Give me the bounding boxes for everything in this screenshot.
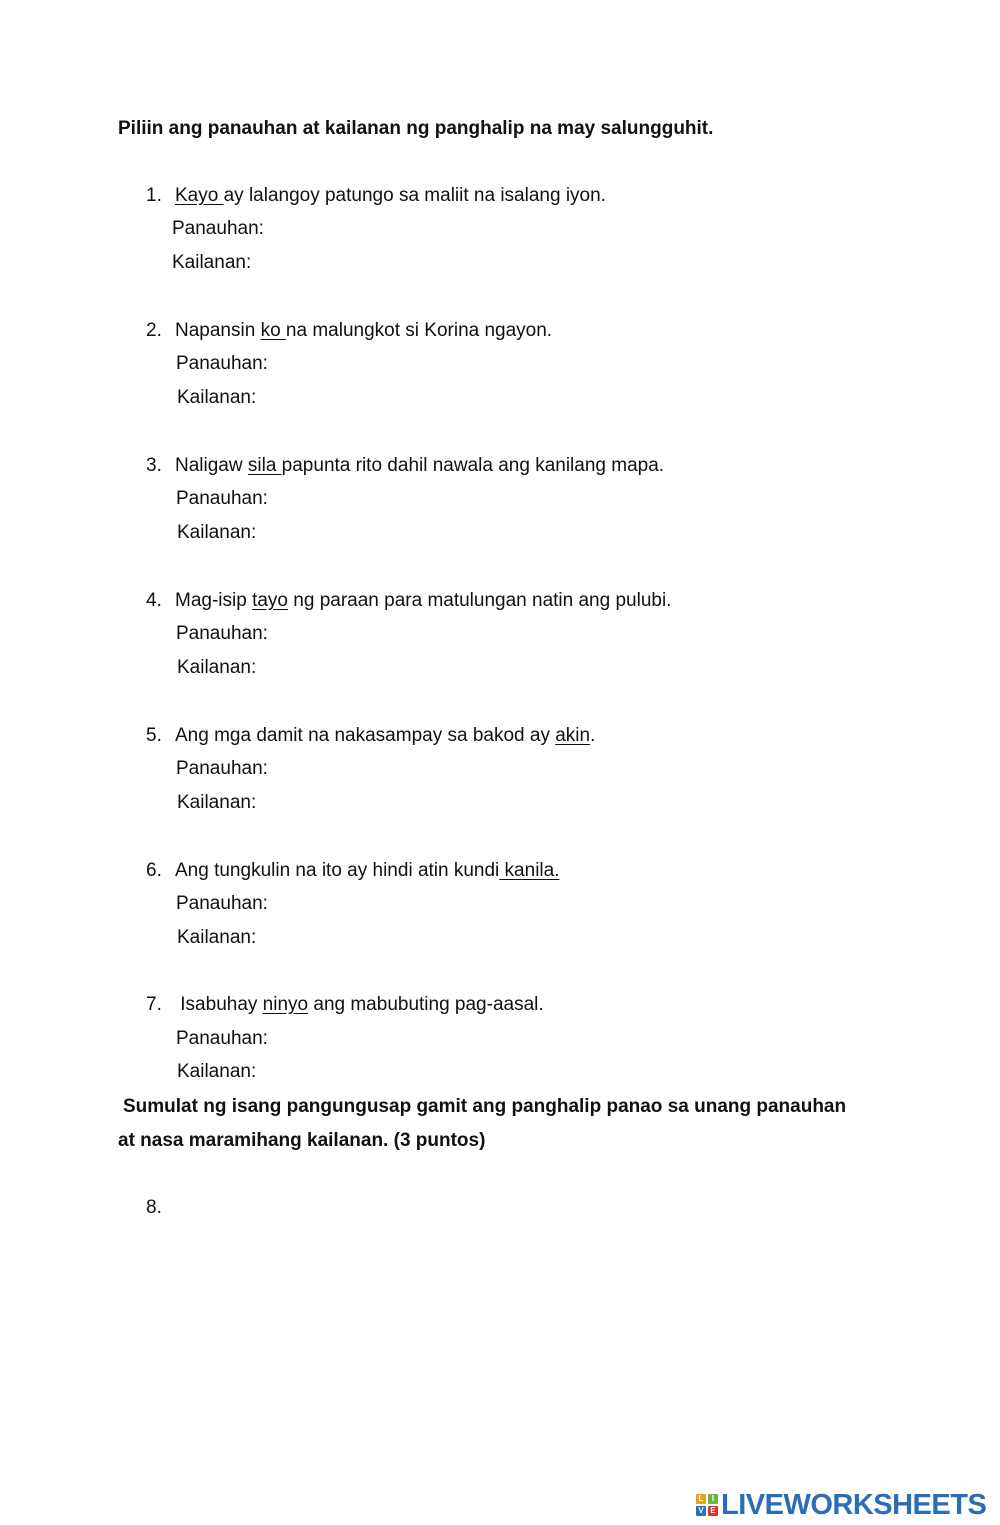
- question-2: 2. Napansin ko na malungkot si Korina ngayon.: [146, 320, 553, 341]
- underlined-pronoun: ninyo: [262, 994, 309, 1015]
- question-number: 5.: [146, 725, 162, 746]
- question-1: 1. Kayo ay lalangoy patungo sa maliit na isalang iyon.: [146, 185, 606, 206]
- panauhan-label: Panauhan:: [176, 1028, 268, 1049]
- kailanan-label: Kailanan:: [172, 252, 252, 273]
- question-number: 6.: [146, 860, 162, 881]
- question-4: 4. Mag-isip tayo ng paraan para matulungan natin ang pulubi.: [146, 590, 672, 611]
- question-number: 2.: [146, 320, 162, 341]
- kailanan-label: Kailanan:: [177, 657, 257, 678]
- underlined-pronoun: Kayo: [175, 185, 224, 206]
- kailanan-label: Kailanan:: [177, 522, 257, 543]
- panauhan-label: Panauhan:: [176, 893, 268, 914]
- panauhan-label: Panauhan:: [176, 623, 268, 644]
- kailanan-label: Kailanan:: [177, 927, 257, 948]
- underlined-pronoun: kanila.: [499, 860, 560, 881]
- panauhan-label: Panauhan:: [176, 353, 268, 374]
- underlined-pronoun: tayo: [252, 590, 288, 611]
- instruction-heading: Piliin ang panauhan at kailanan ng panghalip na may salungguhit.: [118, 118, 714, 139]
- question-number: 4.: [146, 590, 162, 611]
- question-8-number: 8.: [146, 1197, 162, 1218]
- panauhan-label: Panauhan:: [176, 488, 268, 509]
- kailanan-label: Kailanan:: [177, 1061, 257, 1082]
- question-6: 6. Ang tungkulin na ito ay hindi atin kundi kanila.: [146, 860, 560, 881]
- writing-instruction-line-2: at nasa maramihang kailanan. (3 puntos): [118, 1130, 486, 1151]
- underlined-pronoun: sila: [247, 455, 282, 476]
- liveworksheets-wordmark: LIVEWORKSHEETS: [721, 1488, 987, 1521]
- question-3: 3. Naligaw sila papunta rito dahil nawala ang kanilang mapa.: [146, 455, 665, 476]
- question-5: 5. Ang mga damit na nakasampay sa bakod ay akin.: [146, 725, 596, 746]
- kailanan-label: Kailanan:: [177, 387, 257, 408]
- underlined-pronoun: ko: [260, 320, 286, 341]
- question-number: 3.: [146, 455, 162, 476]
- panauhan-label: Panauhan:: [172, 218, 264, 239]
- kailanan-label: Kailanan:: [177, 792, 257, 813]
- question-number: 7.: [146, 994, 162, 1015]
- liveworksheets-mark-icon: L I V E: [696, 1494, 718, 1516]
- writing-instruction-line-1: Sumulat ng isang pangungusap gamit ang panghalip panao sa unang panauhan: [123, 1096, 847, 1117]
- question-7: 7. Isabuhay ninyo ang mabubuting pag-aasal.: [146, 994, 544, 1015]
- underlined-pronoun: akin: [555, 725, 591, 746]
- question-number: 1.: [146, 185, 162, 206]
- panauhan-label: Panauhan:: [176, 758, 268, 779]
- liveworksheets-logo: [696, 1488, 986, 1522]
